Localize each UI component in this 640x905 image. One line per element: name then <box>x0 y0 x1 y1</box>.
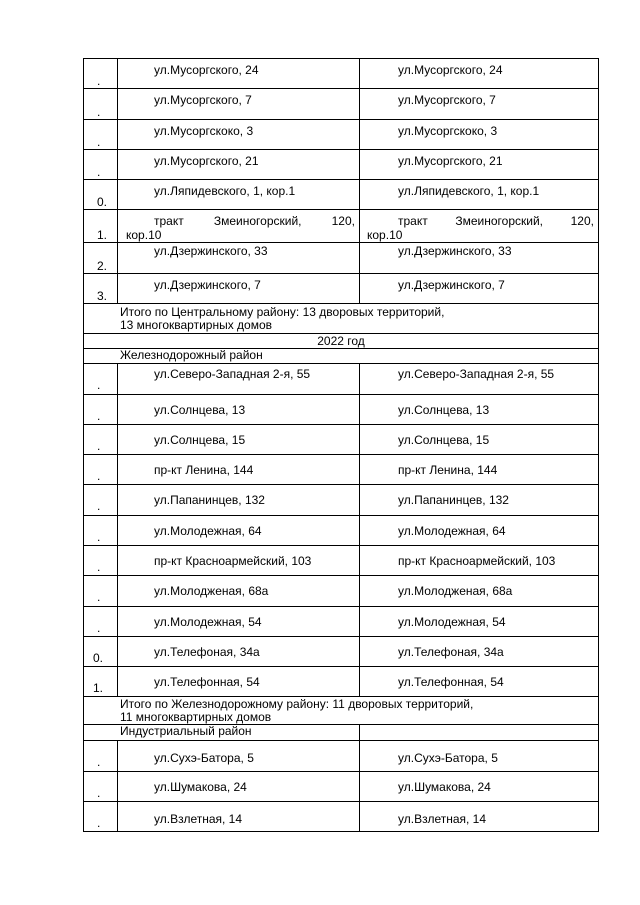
table-row <box>84 607 599 637</box>
address-cell: ул.Молодежная, 54 <box>154 615 262 629</box>
row-number: 3. <box>97 289 108 303</box>
address-cell: ул.Ляпидевского, 1, кор.1 <box>398 184 540 198</box>
address-cell: ул.Сухэ-Батора, 5 <box>154 751 254 765</box>
address-cell: ул.Мусоргского, 7 <box>154 93 252 107</box>
address-cell: ул.Дзержинского, 33 <box>154 244 268 258</box>
address-cell: ул.Взлетная, 14 <box>154 812 243 826</box>
table-row <box>84 576 599 607</box>
address-cell: ул.Солнцева, 15 <box>154 433 246 447</box>
address-cell: ул.Шумакова, 24 <box>154 780 247 794</box>
address-cell: пр-кт Красноармейский, 103 <box>154 554 312 568</box>
row-number: 0. <box>97 195 108 209</box>
table-row <box>84 120 599 150</box>
address-word: Змеиногорский, <box>213 214 302 228</box>
address-cell: ул.Солнцева, 13 <box>154 403 246 417</box>
address-cell: ул.Мусоргского, 21 <box>398 154 503 168</box>
addresses-table <box>83 58 599 832</box>
address-cell: ул.Солнцева, 15 <box>398 433 490 447</box>
table-row <box>84 546 599 576</box>
row-number: . <box>97 165 101 179</box>
district-total-line: 11 многоквартирных домов <box>120 710 272 724</box>
row-number: . <box>97 74 101 88</box>
address-line <box>118 214 359 228</box>
row-number: . <box>97 408 101 423</box>
table-row <box>84 772 599 802</box>
address-cell: ул.Солнцева, 13 <box>398 403 490 417</box>
year-label: 2022 год <box>84 334 599 349</box>
row-number: 2. <box>97 259 108 273</box>
row-number: . <box>97 135 101 149</box>
address-word: Змеиногорский, <box>455 214 543 228</box>
district-header-row <box>84 349 599 364</box>
table-row <box>84 89 599 120</box>
district-total-row <box>84 304 599 334</box>
address-cell: ул.Молодежная, 64 <box>154 524 262 538</box>
address-cell: ул.Телефоная, 34а <box>398 645 504 659</box>
address-cell: ул.Шумакова, 24 <box>398 780 491 794</box>
table-row <box>84 485 599 516</box>
table-row <box>84 180 599 210</box>
address-cell: ул.Молодженая, 68а <box>398 584 513 598</box>
address-cell: ул.Папанинцев, 132 <box>154 493 265 507</box>
address-word: 120, <box>570 214 594 228</box>
table-row <box>84 802 599 832</box>
table-row <box>84 425 599 455</box>
district-total-line: 13 многоквартирных домов <box>120 318 273 332</box>
address-cell: ул.Дзержинского, 7 <box>398 278 505 292</box>
address-cell: ул.Мусоргского, 24 <box>398 63 503 77</box>
table-row <box>84 516 599 546</box>
address-cell: ул.Телефонная, 54 <box>398 675 504 689</box>
district-total-row <box>84 697 599 725</box>
row-number: 1. <box>97 228 108 242</box>
table-row <box>84 364 599 395</box>
address-cell: ул.Мусоргского, 21 <box>154 154 259 168</box>
row-number: 0. <box>93 650 104 665</box>
table-row <box>84 243 599 274</box>
row-number: . <box>97 785 101 800</box>
row-number: . <box>97 590 101 604</box>
address-cell: пр-кт Ленина, 144 <box>398 463 498 477</box>
address-word: 120, <box>331 214 355 228</box>
table-row <box>84 637 599 667</box>
address-cell: ул.Телефоная, 34а <box>154 645 260 659</box>
address-cell: ул.Молодежная, 54 <box>398 615 506 629</box>
address-word: тракт <box>154 214 184 228</box>
address-cell: пр-кт Ленина, 144 <box>154 463 254 477</box>
address-cell: ул.Дзержинского, 7 <box>154 278 261 292</box>
address-line: кор.10 <box>367 228 403 242</box>
table-row <box>84 395 599 425</box>
row-number: . <box>97 529 101 544</box>
address-cell: ул.Мусоргскоко, 3 <box>154 124 254 138</box>
address-cell: ул.Телефонная, 54 <box>154 675 260 689</box>
address-cell: ул.Папанинцев, 132 <box>398 493 509 507</box>
row-number: 1. <box>93 680 104 695</box>
row-number: . <box>97 815 101 830</box>
table-row <box>84 274 599 304</box>
row-number: . <box>97 378 101 392</box>
address-cell: ул.Северо-Западная 2-я, 55 <box>154 367 311 381</box>
table-row <box>84 455 599 485</box>
row-number: . <box>97 468 101 483</box>
address-cell: ул.Мусоргского, 7 <box>398 93 496 107</box>
district-total-line: Итого по Центральному району: 13 дворовых территорий, <box>120 305 445 319</box>
district-header: Железнодорожный район <box>120 348 263 362</box>
address-line: кор.10 <box>126 228 162 242</box>
table-row <box>84 59 599 89</box>
district-total-line: Итого по Железнодорожному району: 11 дворовых территорий, <box>120 697 474 711</box>
address-cell: ул.Молодженая, 68а <box>154 584 269 598</box>
row-number: . <box>97 755 101 769</box>
address-cell: ул.Северо-Западная 2-я, 55 <box>398 367 555 381</box>
address-cell: ул.Дзержинского, 33 <box>398 244 512 258</box>
row-number: . <box>97 105 101 119</box>
address-cell: ул.Сухэ-Батора, 5 <box>398 751 498 765</box>
address-cell: ул.Мусоргскоко, 3 <box>398 124 498 138</box>
table-row <box>84 667 599 697</box>
address-cell: ул.Мусоргского, 24 <box>154 63 259 77</box>
district-header-row <box>84 725 599 741</box>
year-row <box>84 334 599 349</box>
row-number: . <box>97 438 101 453</box>
district-header: Индустриальный район <box>120 724 252 738</box>
table-row <box>84 210 599 243</box>
row-number: . <box>97 499 101 513</box>
address-cell: ул.Взлетная, 14 <box>398 812 487 826</box>
address-cell: ул.Ляпидевского, 1, кор.1 <box>154 184 296 198</box>
row-number: . <box>97 620 101 635</box>
address-word: тракт <box>398 214 428 228</box>
address-line <box>360 214 598 228</box>
table-row <box>84 741 599 772</box>
table-row <box>84 150 599 180</box>
row-number: . <box>97 559 101 574</box>
address-cell: пр-кт Красноармейский, 103 <box>398 554 556 568</box>
address-cell: ул.Молодежная, 64 <box>398 524 506 538</box>
